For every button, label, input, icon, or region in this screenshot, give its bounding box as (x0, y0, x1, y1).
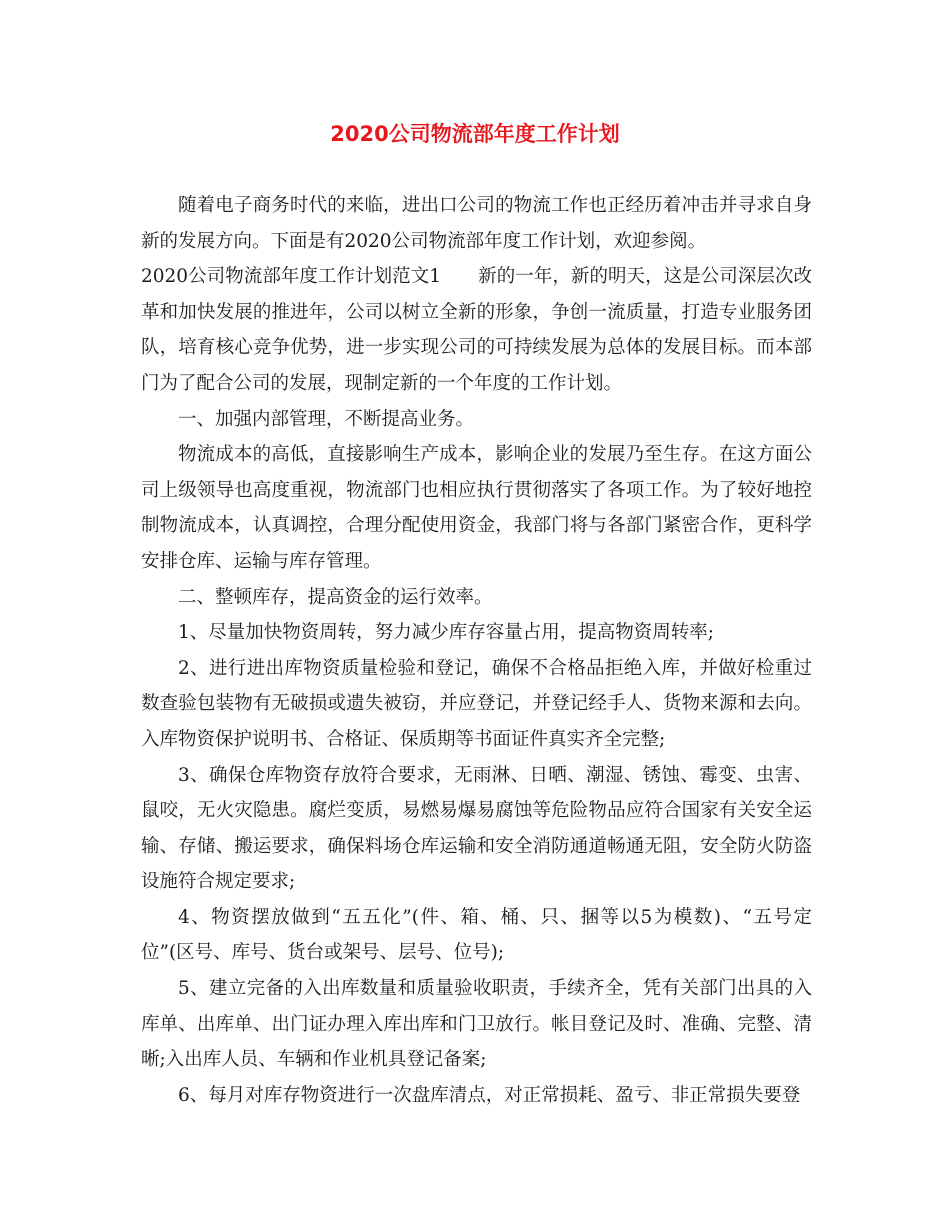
list-item-1: 1、尽量加快物资周转，努力减少库存容量占用，提高物资周转率; (178, 622, 715, 644)
document-body (141, 188, 812, 1113)
document-title: 2020公司物流部年度工作计划 (330, 122, 620, 146)
section-heading-1: 一、加强内部管理，不断提高业务。 (178, 408, 475, 430)
section-heading-2: 二、整顿库存，提高资金的运行效率。 (178, 586, 493, 608)
paragraph-cost-control: 物流成本的高低，直接影响生产成本，影响企业的发展乃至生存。在这方面公司上级领导也高度重视，物流部门也相应执行贯彻落实了各项工作。为了较好地控制物流成本，认真调控，合理分配使用资金，我部门将与各部门紧密合作，更科学安排仓库、运输与库存管理。 (141, 444, 812, 572)
paragraph-sample-heading: 2020公司物流部年度工作计划范文1 新的一年，新的明天，这是公司深层次改革和加快发展的推进年，公司以树立全新的形象，争创一流质量，打造专业服务团队，培育核心竞争优势，进一步实现公司的可持续发展为总体的发展目标。而本部门为了配合公司的发展，现制定新的一个年度的工作计划。 (141, 266, 812, 394)
list-item-4: 4、物资摆放做到“五五化”(件、箱、桶、只、捆等以5为模数)、“五号定位”(区号、库号、货台或架号、层号、位号); (141, 906, 812, 964)
list-item-6: 6、每月对库存物资进行一次盘库清点，对正常损耗、盈亏、非正常损失要登 (178, 1084, 801, 1106)
list-item-2: 2、进行进出库物资质量检验和登记，确保不合格品拒绝入库，并做好检重过数查验包装物有无破损或遗失被窃，并应登记，并登记经手人、货物来源和去向。入库物资保护说明书、合格证、保质期等书面证件真实齐全完整; (141, 657, 812, 750)
list-item-3: 3、确保仓库物资存放符合要求，无雨淋、日晒、潮湿、锈蚀、霉变、虫害、鼠咬，无火灾隐患。腐烂变质，易燃易爆易腐蚀等危险物品应符合国家有关安全运输、存储、搬运要求，确保料场仓库运输和安全消防通道畅通无阻，安全防火防盗设施符合规定要求; (141, 764, 812, 893)
paragraph-intro: 随着电子商务时代的来临，进出口公司的物流工作也正经历着冲击并寻求自身新的发展方向。下面是有2020公司物流部年度工作计划，欢迎参阅。 (141, 195, 812, 252)
list-item-5: 5、建立完备的入出库数量和质量验收职责，手续齐全，凭有关部门出具的入库单、出库单、出门证办理入库出库和门卫放行。帐目登记及时、准确、完整、清晰;入出库人员、车辆和作业机具登记备案; (141, 978, 812, 1071)
